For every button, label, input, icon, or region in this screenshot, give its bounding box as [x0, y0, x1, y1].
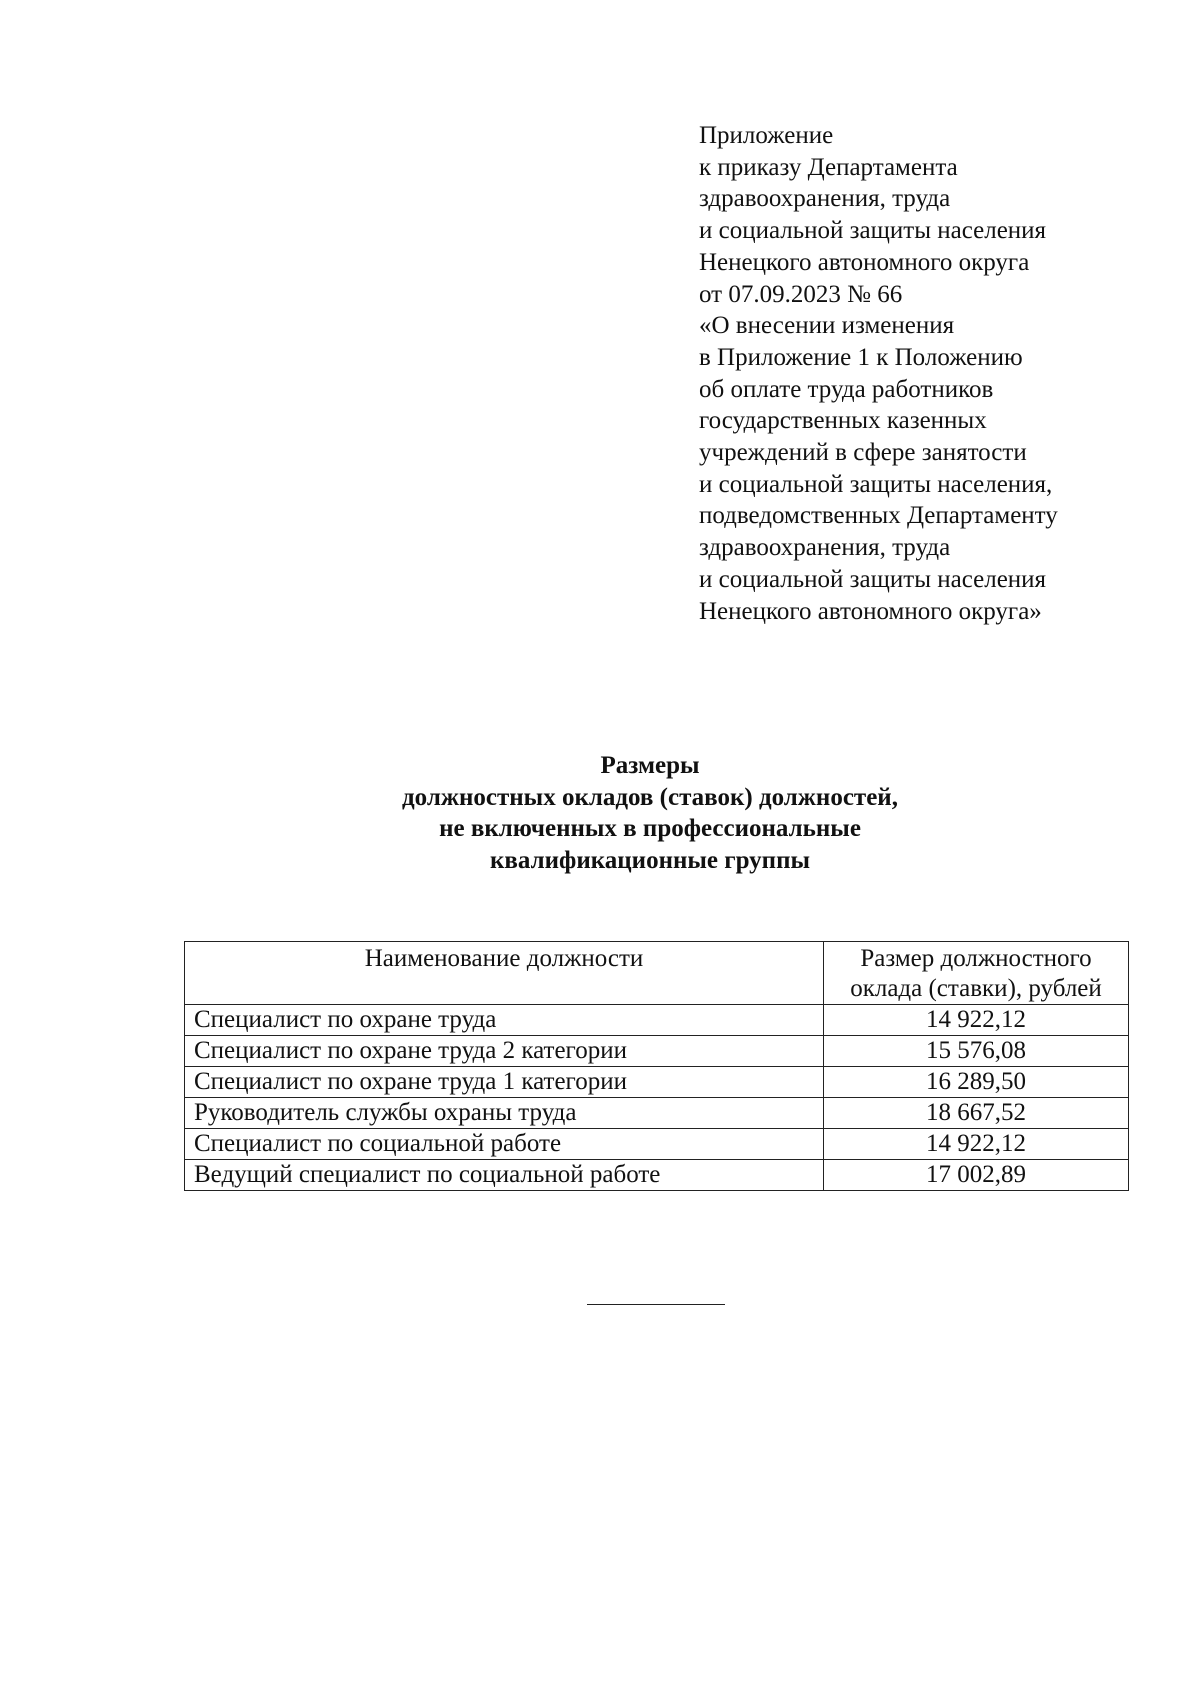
position-cell: Специалист по охране труда 1 категории: [185, 1067, 824, 1098]
document-title: [0, 750, 1200, 876]
position-cell: Ведущий специалист по социальной работе: [185, 1160, 824, 1191]
title-line: должностных окладов (ставок) должностей,: [402, 783, 898, 811]
appendix-line: в Приложение 1 к Положению: [699, 343, 1023, 371]
header-salary-line2: оклада (ставки), рублей: [850, 975, 1102, 1002]
position-cell: Специалист по социальной работе: [185, 1129, 824, 1160]
salary-cell: 15 576,08: [824, 1036, 1129, 1067]
table-row: [185, 1098, 1129, 1129]
salary-cell: 14 922,12: [824, 1005, 1129, 1036]
salary-cell: 14 922,12: [824, 1129, 1129, 1160]
appendix-line: и социальной защиты населения: [699, 565, 1047, 593]
salary-cell: 17 002,89: [824, 1160, 1129, 1191]
appendix-line: Ненецкого автономного округа: [699, 248, 1030, 276]
salary-cell: 18 667,52: [824, 1098, 1129, 1129]
appendix-line: Ненецкого автономного округа»: [699, 597, 1042, 625]
table-row: [185, 1005, 1129, 1036]
position-cell: Руководитель службы охраны труда: [185, 1098, 824, 1129]
end-divider: [587, 1304, 725, 1305]
title-line: Размеры: [600, 752, 700, 779]
appendix-line: здравоохранения, труда: [699, 534, 951, 562]
appendix-line: об оплате труда работников: [699, 375, 994, 403]
appendix-line: к приказу Департамента: [699, 153, 958, 181]
appendix-line: и социальной защиты населения: [699, 217, 1047, 245]
table-row: [185, 1067, 1129, 1098]
salary-cell: 16 289,50: [824, 1067, 1129, 1098]
position-cell: Специалист по охране труда: [185, 1005, 824, 1036]
title-line: не включенных в профессиональные: [439, 815, 861, 842]
appendix-line: от 07.09.2023 № 66: [699, 280, 903, 308]
appendix-line: государственных казенных: [699, 407, 987, 435]
header-salary-line1: Размер должностного: [860, 945, 1092, 972]
position-cell: Специалист по охране труда 2 категории: [185, 1036, 824, 1067]
table-row: [185, 1160, 1129, 1191]
appendix-line: подведомственных Департаменту: [699, 502, 1058, 530]
appendix-line: «О внесении изменения: [699, 312, 955, 340]
appendix-line: и социальной защиты населения,: [699, 470, 1053, 498]
appendix-line: Приложение: [699, 122, 834, 149]
appendix-line: здравоохранения, труда: [699, 185, 951, 213]
title-line: квалификационные группы: [489, 846, 811, 874]
table-row: [185, 1129, 1129, 1160]
header-position: Наименование должности: [185, 942, 824, 1005]
table-row: [185, 1036, 1129, 1067]
appendix-header: [699, 120, 1119, 627]
salary-table: [184, 941, 1129, 1191]
header-salary: [824, 942, 1129, 1005]
appendix-line: учреждений в сфере занятости: [699, 439, 1027, 467]
table-header-row: [185, 942, 1129, 1005]
